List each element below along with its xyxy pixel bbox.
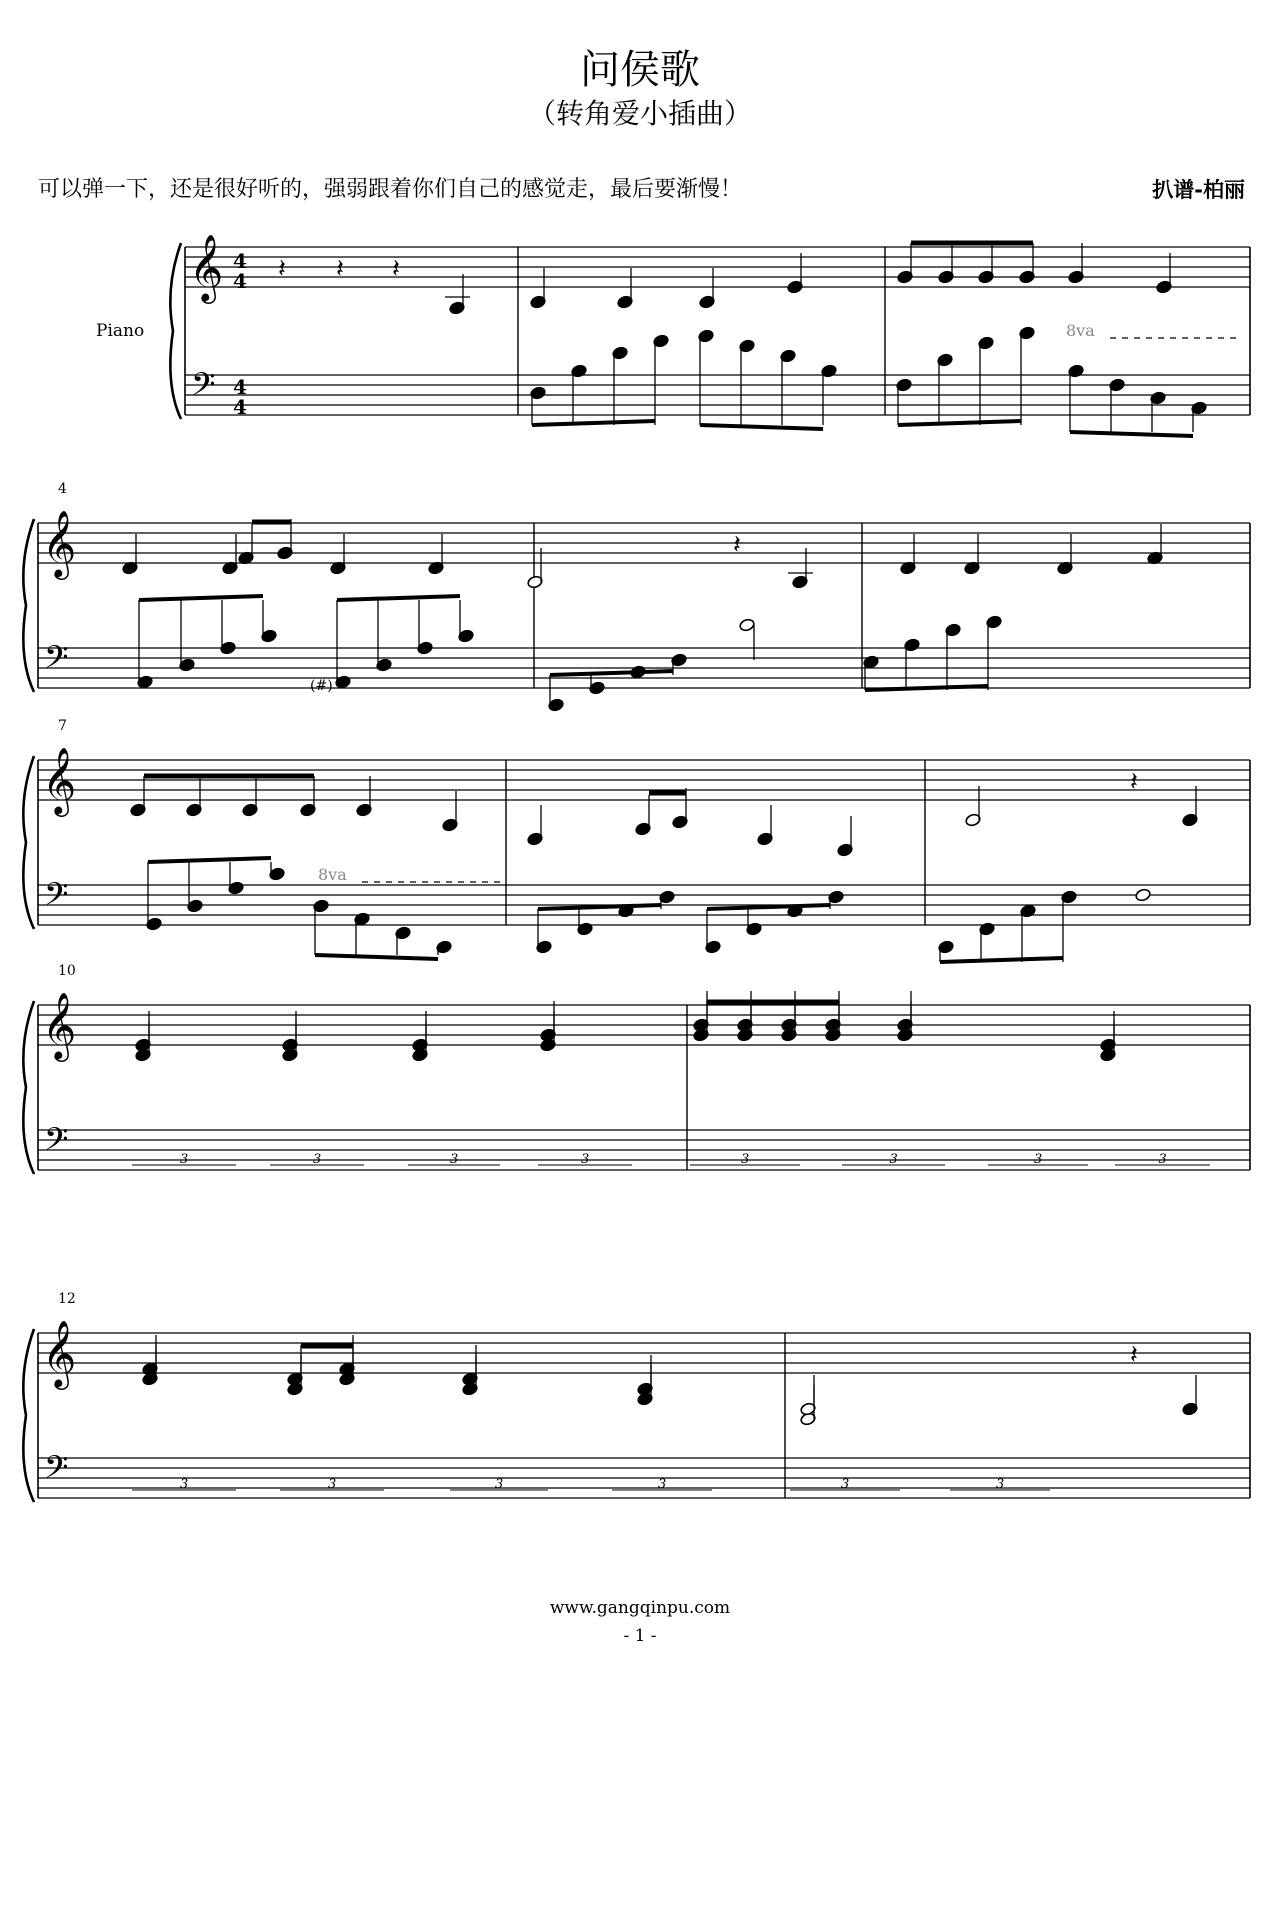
bass-clef-icon: 𝄢 [44, 1449, 69, 1493]
measure-number: 7 [58, 718, 67, 734]
note [900, 534, 917, 575]
note [1182, 786, 1199, 827]
note [135, 1011, 152, 1052]
footer-url: www.gangqinpu.com [549, 1598, 731, 1618]
note [739, 618, 756, 632]
note [781, 991, 798, 1032]
note [978, 243, 995, 284]
quarter-rest: 𝄽 [336, 254, 344, 284]
note [1068, 243, 1085, 284]
treble-clef-icon: 𝄞 [42, 1319, 77, 1387]
note [1100, 1011, 1117, 1052]
note [339, 1335, 356, 1376]
note [1057, 534, 1074, 575]
note [142, 1335, 159, 1376]
bass-clef-icon: 𝄢 [44, 639, 69, 683]
time-sig-top: 4 [233, 375, 247, 399]
note [897, 243, 914, 284]
note [1147, 524, 1164, 565]
bass-clef-icon: 𝄢 [44, 1121, 69, 1165]
note [330, 534, 347, 575]
beam [337, 596, 460, 600]
note [617, 268, 634, 309]
triplet-mark: 3 [889, 1152, 898, 1167]
triplet-mark: 3 [180, 1477, 189, 1492]
measure-number: 10 [58, 963, 76, 979]
triplet-mark: 3 [841, 1477, 850, 1492]
triplet-mark: 3 [741, 1152, 750, 1167]
note [1156, 253, 1173, 294]
note [965, 786, 982, 827]
treble-clef-icon: 𝄞 [189, 233, 224, 301]
note [282, 1011, 299, 1052]
note [637, 1355, 654, 1396]
note [938, 243, 955, 284]
note [1019, 243, 1036, 284]
time-sig-bottom: 4 [233, 395, 247, 419]
page-subtitle: （转角爱小插曲） [527, 97, 752, 130]
quarter-rest: 𝄽 [733, 530, 741, 560]
note [527, 548, 544, 589]
triplet-mark: 3 [996, 1477, 1005, 1492]
instrument-label: Piano [96, 321, 145, 341]
note [186, 776, 203, 817]
beam [865, 686, 988, 690]
triplet-mark: 3 [180, 1152, 189, 1167]
beam [139, 596, 263, 600]
note [1135, 888, 1152, 902]
note [635, 795, 652, 836]
triplet-mark: 3 [495, 1477, 504, 1492]
quarter-rest: 𝄽 [1130, 1340, 1138, 1370]
beam [550, 671, 673, 675]
note [964, 534, 981, 575]
note-head [739, 618, 756, 632]
treble-staff [38, 1005, 1250, 1045]
note [462, 1345, 479, 1386]
note [787, 253, 804, 294]
beam [898, 421, 1021, 425]
triplet-mark: 3 [328, 1477, 337, 1492]
page-title: 问侯歌 [580, 47, 700, 93]
note [837, 816, 854, 857]
note [800, 1375, 817, 1416]
ottava-mark: 8va [318, 865, 347, 884]
note [699, 268, 716, 309]
note [693, 991, 710, 1032]
treble-staff [38, 523, 1250, 563]
note [277, 519, 294, 560]
treble-clef-icon: 𝄞 [42, 991, 77, 1059]
bass-staff [38, 1458, 1250, 1498]
measure-number: 4 [58, 481, 67, 497]
triplet-mark: 3 [1158, 1152, 1167, 1167]
beam [315, 955, 438, 959]
treble-staff [38, 760, 1250, 800]
note [428, 534, 445, 575]
note [242, 776, 259, 817]
quarter-rest: 𝄽 [278, 254, 286, 284]
bass-clef-icon: 𝄢 [44, 876, 69, 920]
triplet-mark: 3 [1034, 1152, 1043, 1167]
bass-clef-icon: 𝄢 [191, 366, 216, 410]
bass-staff [38, 1130, 1250, 1170]
note [540, 1001, 557, 1042]
measure-number: 12 [58, 1291, 76, 1307]
note [449, 274, 466, 315]
triplet-mark: 3 [658, 1477, 667, 1492]
arranger-credit: 扒谱-柏丽 [1152, 178, 1245, 202]
note [287, 1345, 304, 1386]
beam [700, 425, 823, 429]
beam [148, 858, 271, 862]
page-number: - 1 - [623, 1626, 657, 1646]
time-sig-bottom: 4 [233, 269, 247, 293]
treble-clef-icon: 𝄞 [42, 746, 77, 814]
treble-clef-icon: 𝄞 [42, 509, 77, 577]
note [300, 776, 317, 817]
triplet-mark: 3 [581, 1152, 590, 1167]
brace [23, 756, 34, 929]
note [442, 791, 459, 832]
treble-staff [185, 247, 1250, 287]
note [356, 776, 373, 817]
note [1182, 1375, 1199, 1416]
note [412, 1011, 429, 1052]
beam [940, 958, 1063, 962]
time-sig-top: 4 [233, 249, 247, 273]
note-head [1135, 888, 1152, 902]
note [130, 776, 147, 817]
beam [532, 421, 655, 425]
brace [170, 243, 181, 419]
quarter-rest: 𝄽 [392, 254, 400, 284]
brace [23, 1001, 34, 1174]
triplet-mark: 3 [450, 1152, 459, 1167]
performance-note: 可以弹一下，还是很好听的，强弱跟着你们自己的感觉走，最后要渐慢！ [38, 177, 743, 202]
brace [23, 519, 34, 692]
note [897, 991, 914, 1032]
note [792, 548, 809, 589]
brace [23, 1329, 34, 1502]
note [238, 524, 255, 565]
note [757, 805, 774, 846]
quarter-rest: 𝄽 [1130, 767, 1138, 797]
note [122, 534, 139, 575]
treble-staff [38, 1333, 1250, 1373]
beam [1070, 432, 1193, 436]
note [222, 534, 239, 575]
sharp-accidental: (#) [310, 678, 333, 694]
bass-staff [185, 375, 1250, 415]
note [530, 268, 547, 309]
note [527, 805, 544, 846]
ottava-mark: 8va [1066, 321, 1095, 340]
triplet-mark: 3 [313, 1152, 322, 1167]
note [737, 991, 754, 1032]
note [825, 991, 842, 1032]
